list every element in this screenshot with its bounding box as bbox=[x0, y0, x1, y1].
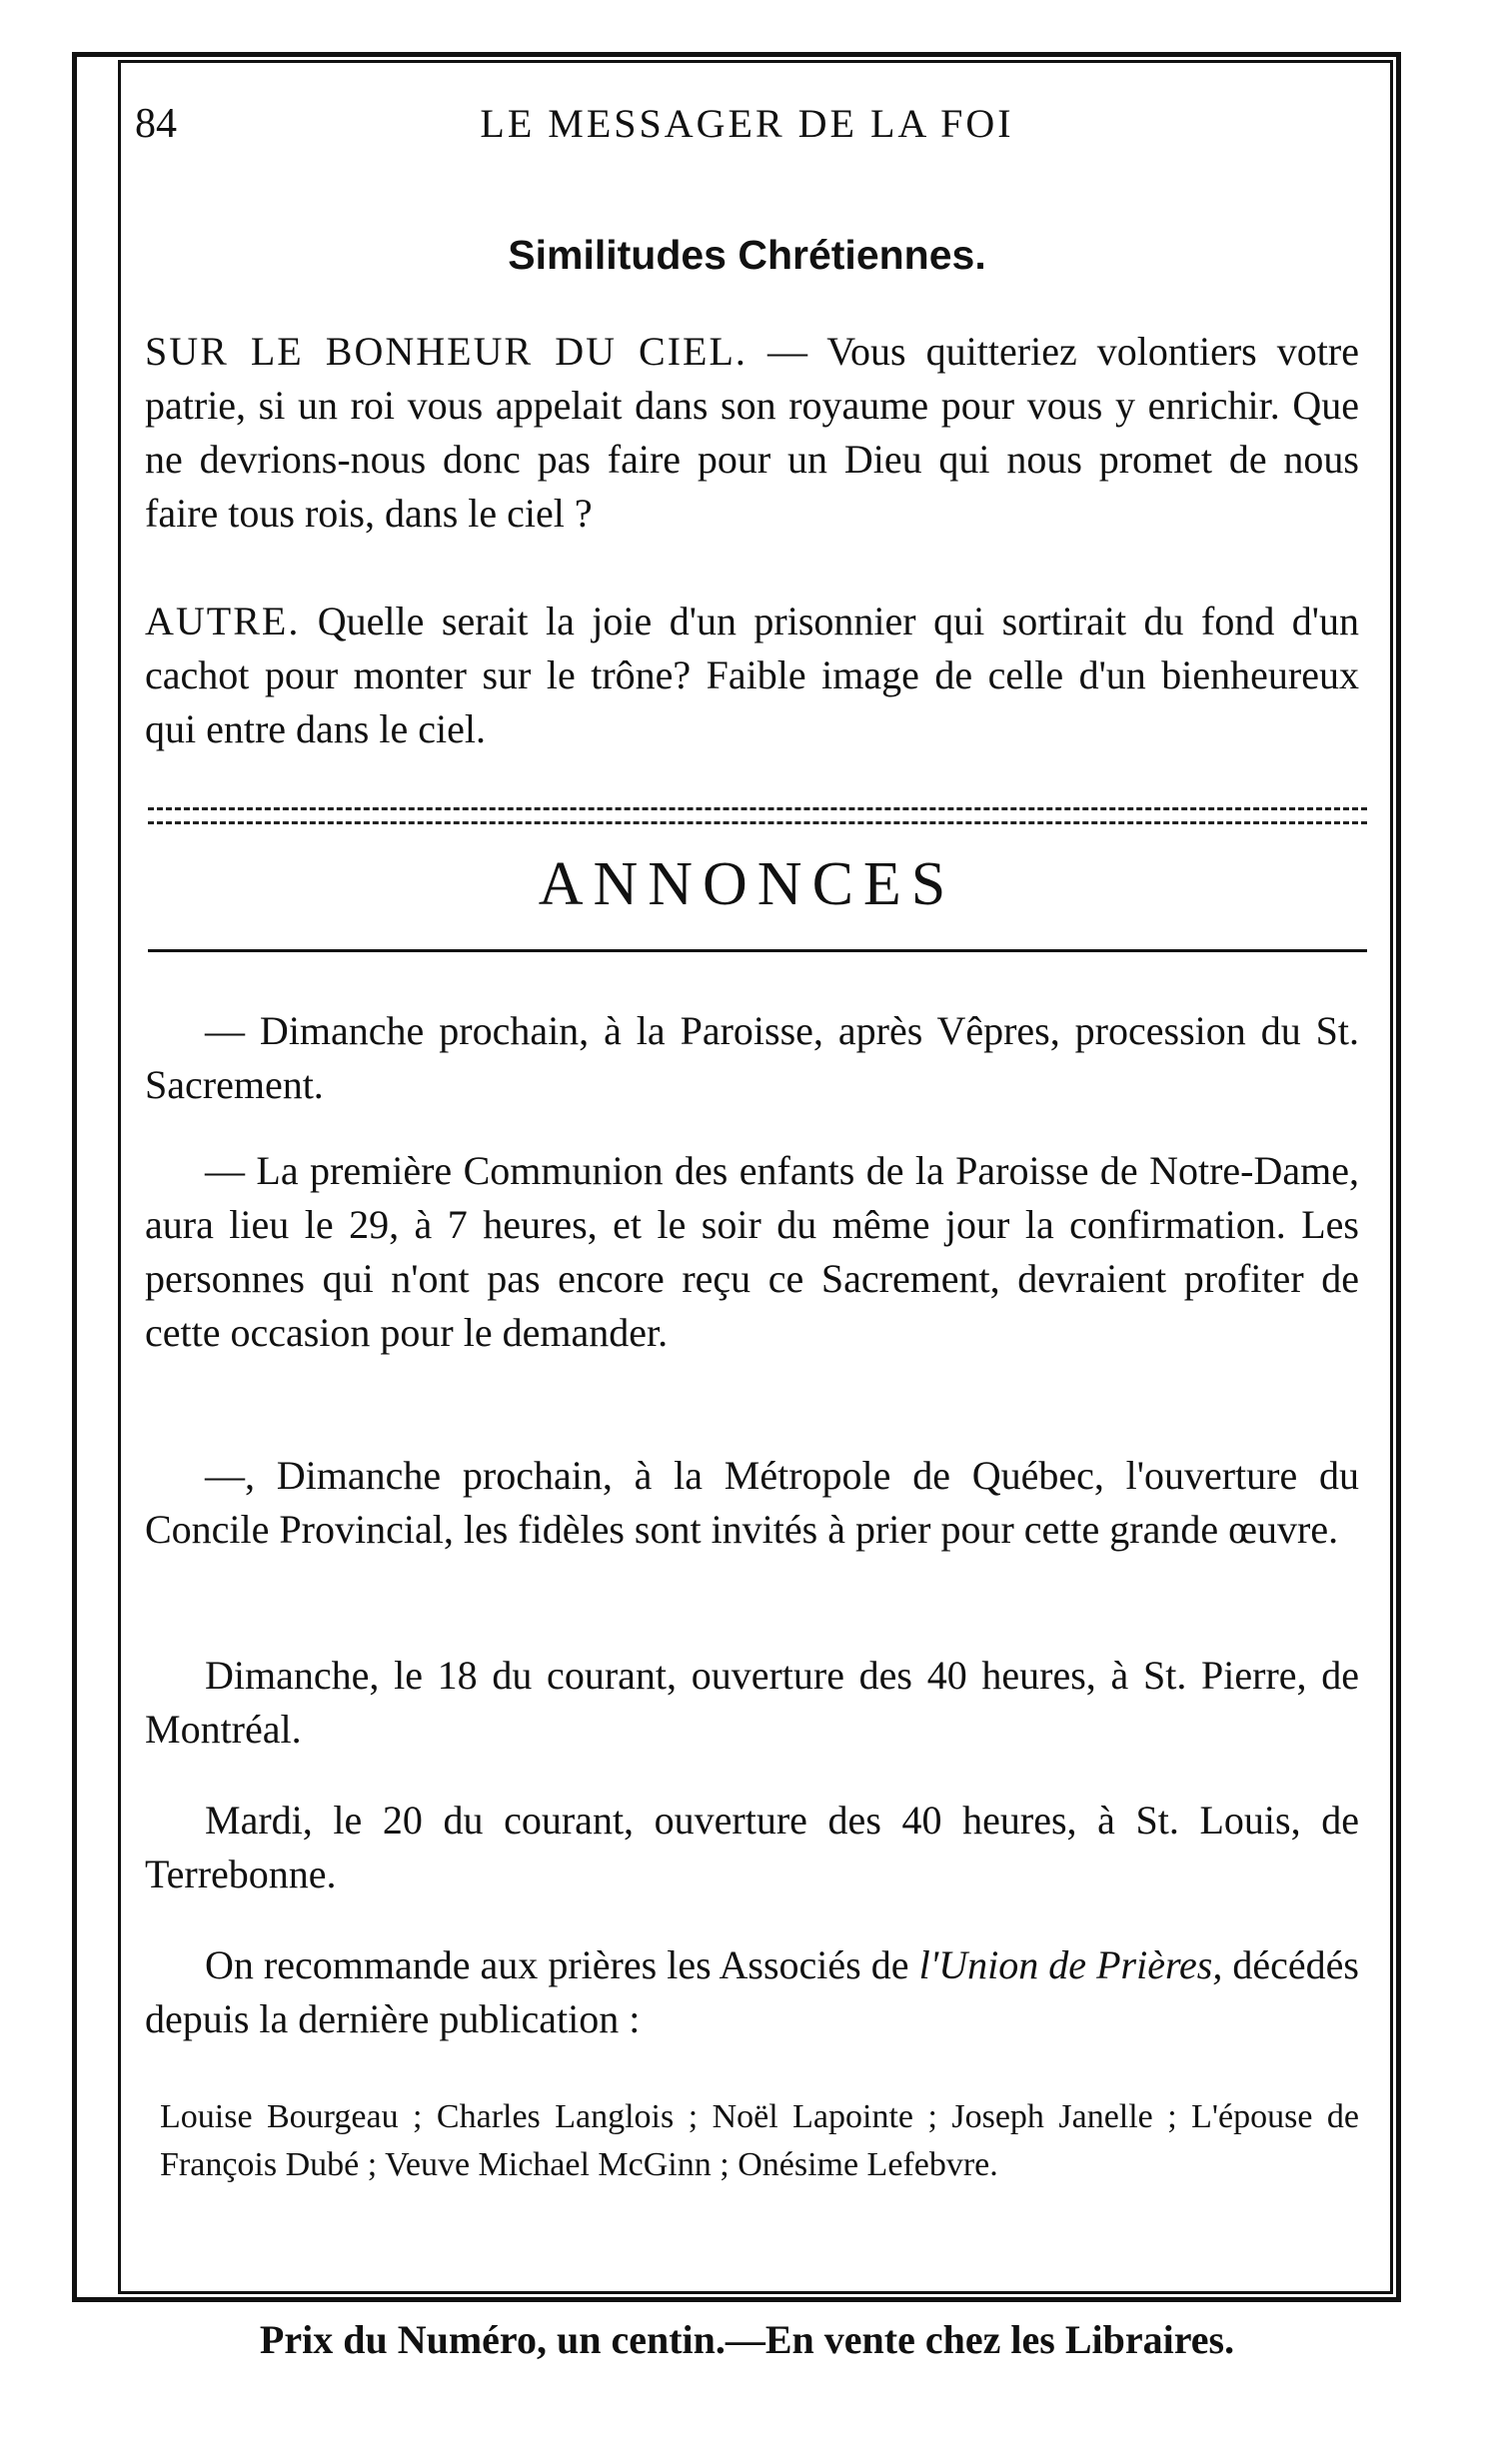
paragraph-text: Quelle serait la joie d'un prisonnier qui sortirait du fond d'un cachot pour monter sur le trône? Faible image de celle d'un bienheureux qui entre dans le ciel. bbox=[145, 599, 1359, 751]
annonce-item: —, Dimanche prochain, à la Métropole de Québec, l'ouverture du Concile Provincial, les fidèles sont invités à prier pour cette grande œuvre. bbox=[145, 1453, 1359, 1552]
prayer-intro-text: On recommande aux prières les Associés de bbox=[205, 1942, 919, 1987]
paragraph-lead: SUR LE BONHEUR DU CIEL. bbox=[145, 329, 747, 374]
prayer-intro bbox=[145, 1938, 1359, 2046]
divider-dashed bbox=[148, 821, 1367, 824]
divider-dashed bbox=[148, 807, 1367, 810]
price-footer: Prix du Numéro, un centin.—En vente chez les Libraires. bbox=[259, 2317, 1235, 2362]
paragraph-lead: AUTRE. bbox=[145, 599, 301, 643]
deceased-names: Louise Bourgeau ; Charles Langlois ; Noël Lapointe ; Joseph Janelle ; L'épouse de François Dubé ; Veuve Michael McGinn ; Onésime Lefebvre. bbox=[160, 2098, 1359, 2183]
similitudes-paragraph-1 bbox=[145, 325, 1359, 541]
prayer-union-name: l'Union de Prières, bbox=[918, 1942, 1223, 1987]
running-title: LE MESSAGER DE LA FOI bbox=[480, 101, 1014, 146]
annonce-item: Dimanche, le 18 du courant, ouverture des 40 heures, à St. Pierre, de Montréal. bbox=[145, 1653, 1359, 1752]
annonce-item: — Dimanche prochain, à la Paroisse, après Vêpres, procession du St. Sacrement. bbox=[145, 1008, 1359, 1107]
annonces-heading: ANNONCES bbox=[538, 850, 956, 918]
prayer-intro-text: décédés depuis la dernière publication : bbox=[145, 1942, 1359, 2041]
page-header bbox=[0, 100, 1494, 160]
similitudes-paragraph-2 bbox=[145, 595, 1359, 756]
annonce-item: — La première Communion des enfants de la Paroisse de Notre-Dame, aura lieu le 29, à 7 heures, et le soir du même jour la confirmation. Les personnes qui n'ont pas encore reçu ce Sacrement, devraient profiter de cette occasion pour le demander. bbox=[145, 1148, 1359, 1355]
paragraph-text: — Vous quitteriez volontiers votre patrie, si un roi vous appelait dans son royaume pour vous y enrichir. Que ne devrions-nous donc pas faire pour un Dieu qui nous promet de nous faire tous rois, dans le ciel ? bbox=[145, 329, 1359, 536]
annonce-item: Mardi, le 20 du courant, ouverture des 40 heures, à St. Louis, de Terrebonne. bbox=[145, 1798, 1359, 1896]
divider-rule bbox=[148, 949, 1367, 952]
similitudes-heading: Similitudes Chrétiennes. bbox=[508, 232, 986, 278]
page-number: 84 bbox=[135, 101, 177, 147]
